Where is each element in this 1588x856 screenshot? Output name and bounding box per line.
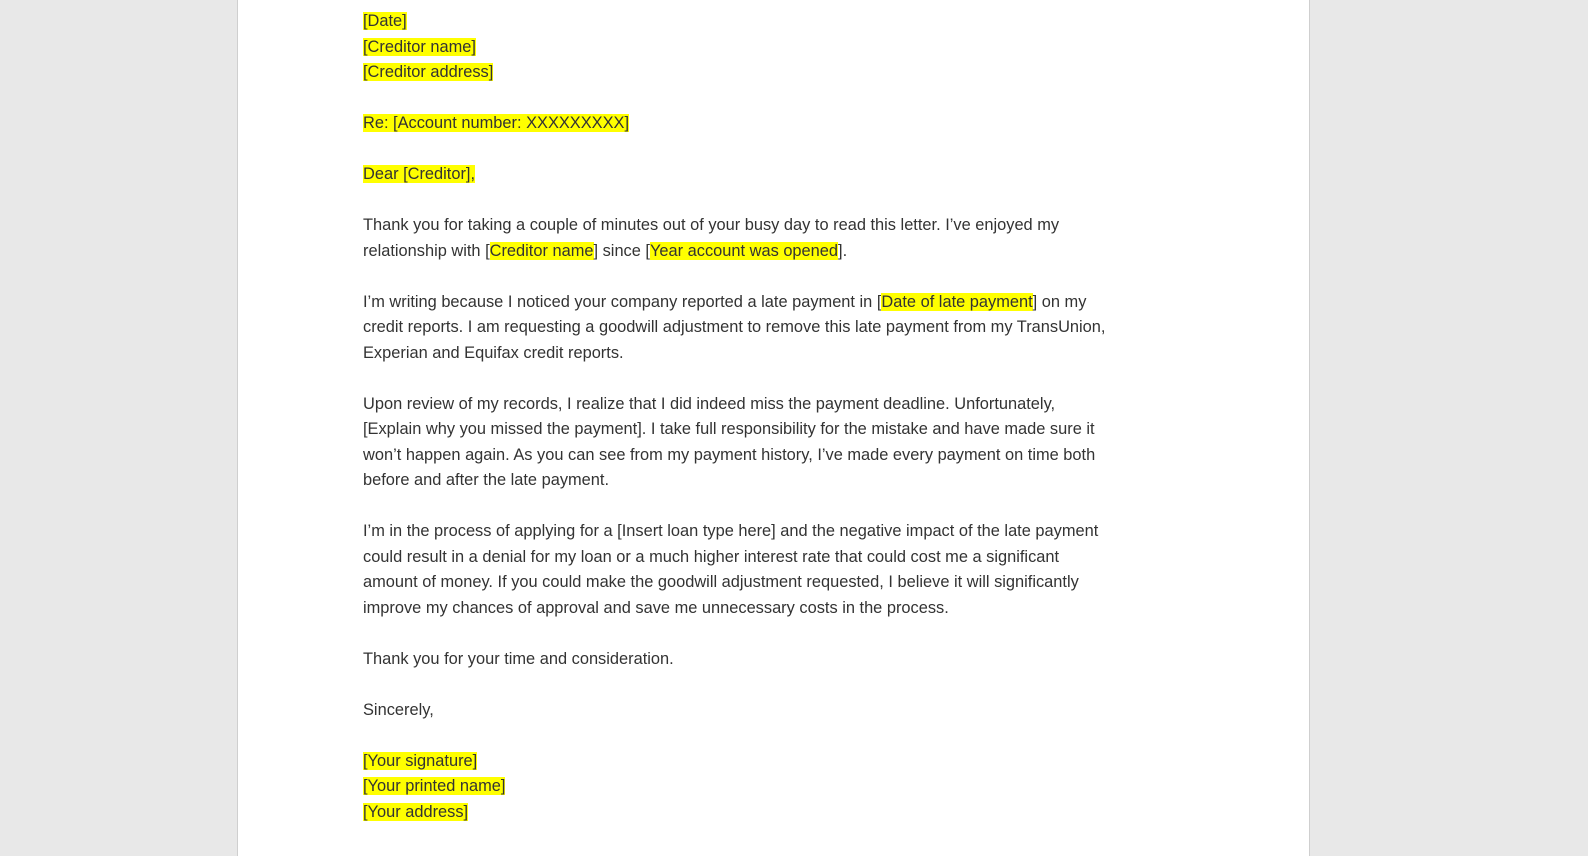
- paragraph-intro: [363, 213, 1193, 264]
- text-run: ] since [: [593, 241, 650, 260]
- salutation-placeholder: Dear [Creditor],: [363, 165, 476, 183]
- paragraph-line: I’m in the process of applying for a [Insert loan type here] and the negative impact of the late payment: [363, 522, 1099, 540]
- blank-line: [363, 264, 1193, 290]
- paragraph-line: improve my chances of approval and save me unnecessary costs in the process.: [363, 598, 949, 617]
- closing-thanks: Thank you for your time and consideration.: [363, 649, 674, 668]
- paragraph-line: credit reports. I am requesting a goodwill adjustment to remove this late payment from my TransUnion,: [363, 318, 1106, 336]
- paragraph-line: could result in a denial for my loan or a much higher interest rate that could cost me a significant: [363, 547, 1060, 566]
- paragraph-line: amount of money. If you could make the goodwill adjustment requested, I believe it will significantly: [363, 573, 1079, 591]
- address-placeholder: [Your address]: [363, 802, 469, 821]
- text-run: relationship with [: [363, 241, 490, 260]
- blank-line: [363, 621, 1193, 647]
- signature-placeholder: [Your signature]: [363, 751, 478, 770]
- blank-line: [363, 188, 1193, 214]
- signature-line: [363, 749, 1193, 775]
- address-line: [363, 800, 1193, 826]
- printed-name-line: [363, 774, 1193, 800]
- blank-line: [363, 672, 1193, 698]
- paragraph-line: Upon review of my records, I realize that I did indeed miss the payment deadline. Unfortunately,: [363, 394, 1056, 413]
- printed-name-placeholder: [Your printed name]: [363, 777, 506, 795]
- paragraph-line: [363, 239, 1193, 265]
- creditor-name-placeholder: [Creditor name]: [363, 37, 476, 56]
- header-creditor-name-line: [363, 35, 1193, 61]
- closing-sincerely: Sincerely,: [363, 700, 434, 719]
- text-run: ].: [838, 241, 848, 260]
- creditor-name-inline-placeholder: Creditor name: [489, 241, 594, 260]
- paragraph-request: [363, 290, 1193, 367]
- account-number-placeholder: Re: [Account number: XXXXXXXXX]: [363, 114, 630, 132]
- paragraph-line: won’t happen again. As you can see from my payment history, I’ve made every payment on time both: [363, 445, 1096, 464]
- text-run: I’m writing because I noticed your company reported a late payment in [: [363, 292, 882, 311]
- date-placeholder: [Date]: [363, 12, 407, 30]
- paragraph-line: before and after the late payment.: [363, 471, 610, 489]
- paragraph-explanation: [363, 392, 1193, 494]
- late-payment-date-placeholder: Date of late payment: [881, 292, 1033, 311]
- paragraph-line: Experian and Equifax credit reports.: [363, 343, 624, 362]
- blank-line: [363, 86, 1193, 112]
- paragraph-line: [363, 290, 1193, 316]
- blank-line: [363, 137, 1193, 163]
- paragraph-impact: [363, 519, 1193, 621]
- blank-line: [363, 494, 1193, 520]
- text-run: ] on my: [1032, 292, 1087, 311]
- salutation-line: [363, 162, 1193, 188]
- header-creditor-address-line: [363, 60, 1193, 86]
- header-date-line: [363, 9, 1193, 35]
- blank-line: [363, 723, 1193, 749]
- letter-body[interactable]: [363, 9, 1193, 825]
- re-line: [363, 111, 1193, 137]
- creditor-address-placeholder: [Creditor address]: [363, 63, 494, 81]
- year-opened-placeholder: Year account was opened: [649, 241, 839, 260]
- paragraph-line: [Explain why you missed the payment]. I take full responsibility for the mistake and have made sure it: [363, 420, 1095, 438]
- blank-line: [363, 366, 1193, 392]
- paragraph-line: Thank you for taking a couple of minutes out of your busy day to read this letter. I’ve enjoyed my: [363, 216, 1060, 234]
